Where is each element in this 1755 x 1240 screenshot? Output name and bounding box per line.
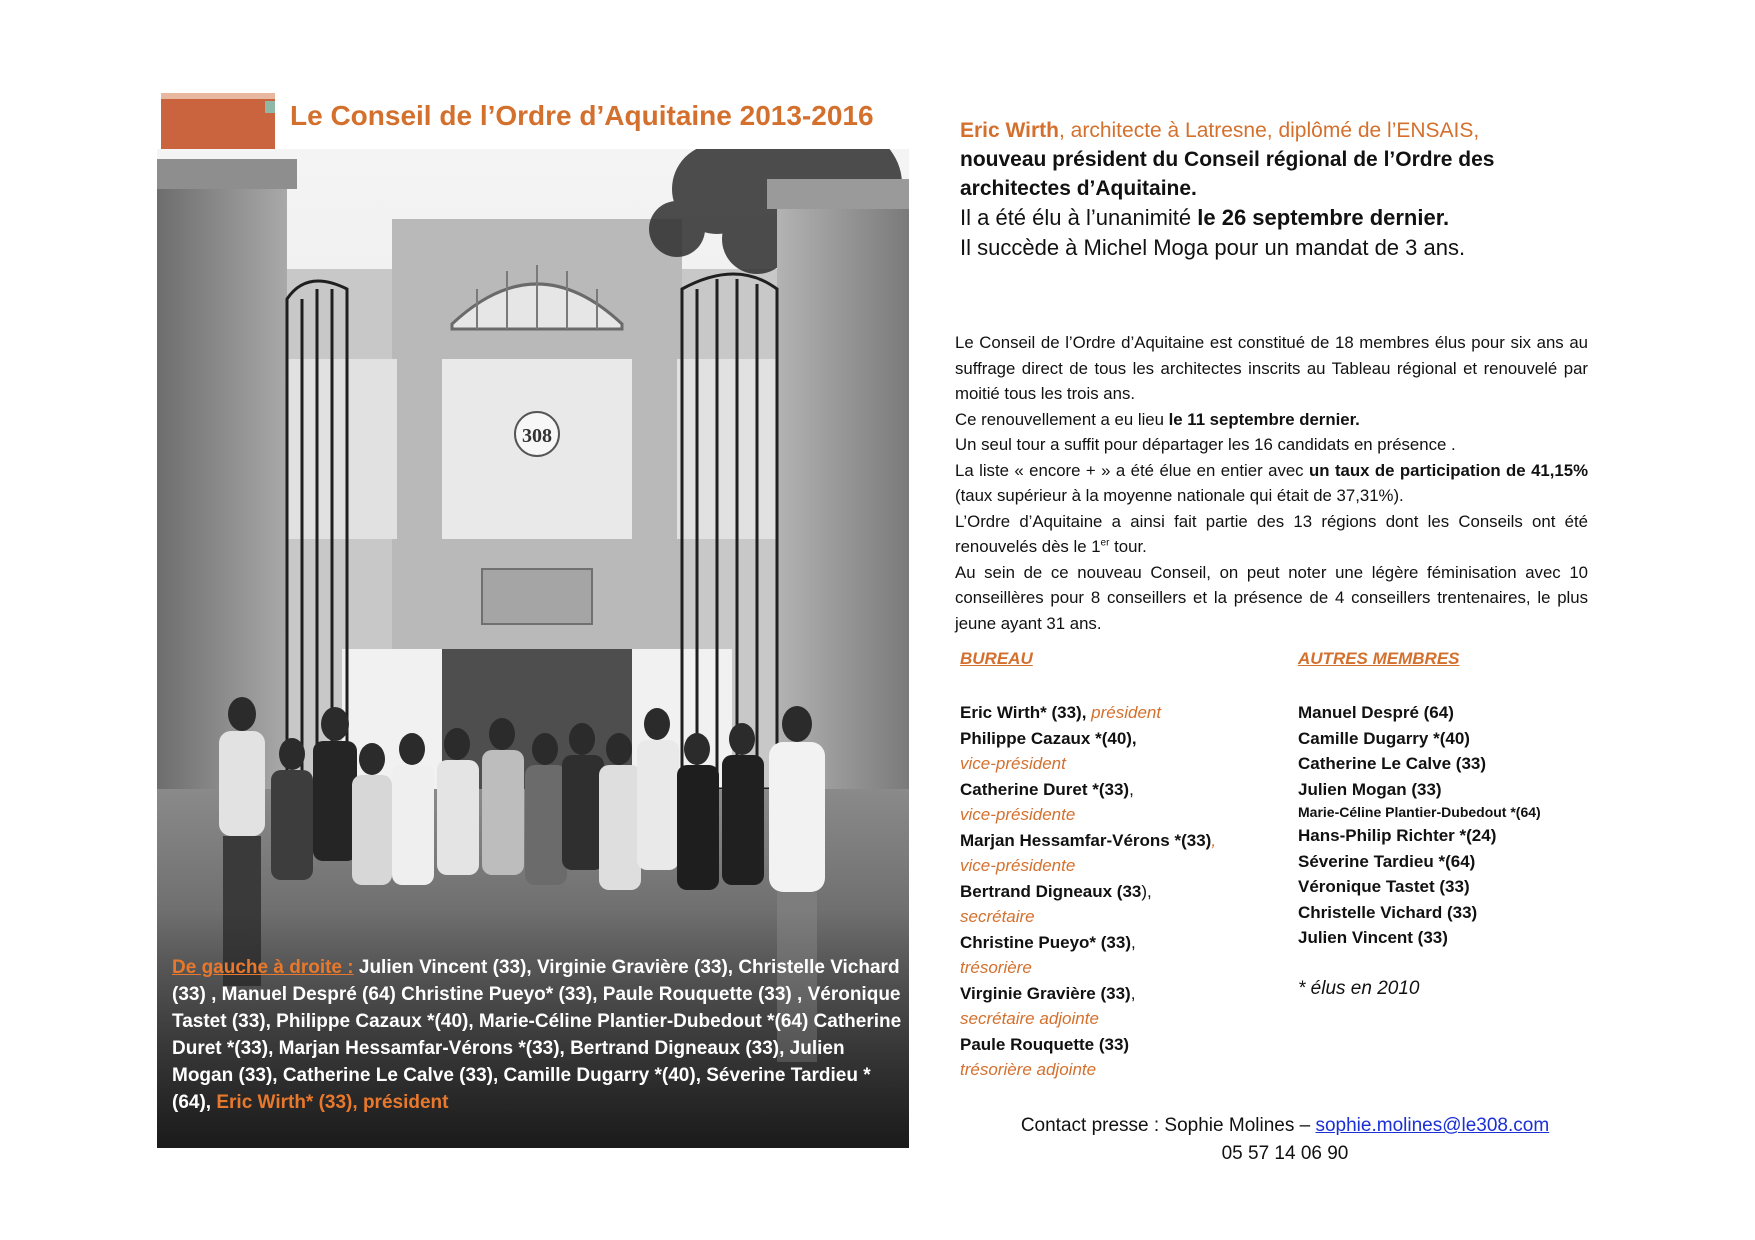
bureau-member-name: Christine Pueyo* (33) <box>960 932 1131 952</box>
other-member: Julien Vincent (33) <box>1298 928 1448 947</box>
election-date: le 26 septembre dernier. <box>1197 205 1450 230</box>
body-p4b: un taux de participation de 41,15% <box>1309 460 1588 480</box>
body-p5b: tour. <box>1109 537 1147 556</box>
bureau-member-name: Philippe Cazaux *(40), <box>960 728 1137 748</box>
contact-phone: 05 57 14 06 90 <box>1221 1143 1349 1164</box>
bureau-member-name: Eric Wirth* (33), <box>960 703 1092 722</box>
caption-text: Julien Vincent (33), Virginie Gravière (33), Christelle Vichard (33) , Manuel Despré (64) Christine Pueyo* (33), Paule Rouquette (33) , Véronique Tastet (33), Philippe Cazaux *(40), Marie-Céline Plantier-Dubedout *(64) Catherine Duret *(33), Marjan Hessamfar-Vérons *(33), Bertrand Digneaux (33), Julien Mogan (33), Catherine Le Calve (33), Camille Dugarry *(40), Séverine Tardieu *(64), <box>172 957 902 1113</box>
other-member: Julien Mogan (33) <box>1298 779 1442 799</box>
bureau-member-suffix: ), <box>1141 881 1152 901</box>
door-number: 308 <box>522 425 552 447</box>
body-p4c: (taux supérieur à la moyenne nationale qui était de 37,31%). <box>955 486 1404 505</box>
other-member: Camille Dugarry *(40) <box>1298 728 1470 748</box>
elected-2010-note: * élus en 2010 <box>1298 977 1420 999</box>
bureau-member-name: Bertrand Digneaux (33 <box>960 881 1142 901</box>
bureau-list <box>960 700 1260 1083</box>
body-p2b: le 11 septembre dernier. <box>1168 409 1360 429</box>
contact-label: Contact presse : Sophie Molines – <box>1020 1115 1316 1136</box>
bureau-member-suffix: , <box>1211 830 1217 850</box>
body-p4a: La liste « encore + » a été élue en entier avec <box>955 460 1310 480</box>
caption-lead: De gauche à droite : <box>172 957 354 978</box>
other-member: Hans-Philip Richter *(24) <box>1298 826 1497 845</box>
bureau-member-name: Marjan Hessamfar-Vérons *(33) <box>960 830 1212 850</box>
succession-text: Il succède à Michel Moga pour un mandat de 3 ans. <box>960 235 1466 260</box>
other-member: Véronique Tastet (33) <box>1298 877 1470 896</box>
other-member: Séverine Tardieu *(64) <box>1298 851 1476 871</box>
bureau-member-role: vice-président <box>960 754 1066 773</box>
bureau-member-role: vice-présidente <box>960 856 1076 875</box>
contact-email-link[interactable]: sophie.molines@le308.com <box>1315 1115 1550 1136</box>
headline-title: nouveau président du Conseil régional de l’Ordre des architectes d’Aquitaine. <box>960 148 1495 200</box>
bureau-member-role: vice-présidente <box>960 805 1076 824</box>
president-name: Eric Wirth <box>960 119 1059 142</box>
bureau-member-name: Virginie Gravière (33) <box>960 983 1131 1003</box>
president-description: , architecte à Latresne, diplômé de l’ENSAIS, <box>1059 119 1480 142</box>
election-text: Il a été élu à l’unanimité <box>960 205 1198 230</box>
headline <box>960 116 1600 263</box>
press-contact <box>985 1112 1585 1168</box>
bureau-heading: BUREAU <box>960 649 1033 668</box>
body-p5a: L’Ordre d’Aquitaine a ainsi fait partie des 13 régions dont les Conseils ont été renouvelés dès le 1 <box>955 511 1588 556</box>
body-text <box>955 330 1588 636</box>
bureau-member-role: trésorière adjointe <box>960 1060 1097 1079</box>
bureau-member-name: Catherine Duret *(33) <box>960 779 1130 799</box>
bureau-member-role: secrétaire adjointe <box>960 1009 1099 1028</box>
body-p5sup: er <box>1100 537 1110 549</box>
bureau-member-role: secrétaire <box>960 907 1035 926</box>
body-p3: Un seul tour a suffit pour départager les 16 candidats en présence . <box>955 435 1456 454</box>
others-list <box>1298 700 1598 1001</box>
body-p6: Au sein de ce nouveau Conseil, on peut noter une légère féminisation avec 10 conseillères pour 8 conseillers et la présence de 4 conseillers trentenaires, le plus jeune ayant 31 ans. <box>955 562 1588 633</box>
bureau-member-role: président <box>1091 703 1162 722</box>
bureau-member-suffix: , <box>1129 779 1134 799</box>
bureau-member-name: Paule Rouquette (33) <box>960 1034 1130 1054</box>
body-p1: Le Conseil de l’Ordre d’Aquitaine est constitué de 18 membres élus pour six ans au suffrage direct de tous les architectes inscrits au Tableau régional et renouvelé par moitié tous les trois ans. <box>955 333 1588 403</box>
bureau-member-suffix: , <box>1131 932 1136 952</box>
other-member: Marie-Céline Plantier-Dubedout *(64) <box>1298 804 1541 820</box>
bureau-member-suffix: , <box>1130 983 1136 1003</box>
body-p2a: Ce renouvellement a eu lieu <box>955 409 1169 429</box>
other-member: Catherine Le Calve (33) <box>1298 754 1487 773</box>
bureau-member-role: trésorière <box>960 958 1032 977</box>
page-title: Le Conseil de l’Ordre d’Aquitaine 2013-2016 <box>290 100 874 131</box>
other-member: Christelle Vichard (33) <box>1298 902 1478 922</box>
caption-president: Eric Wirth* (33), président <box>211 1092 449 1113</box>
others-heading: AUTRES MEMBRES <box>1298 649 1460 668</box>
other-member: Manuel Despré (64) <box>1298 703 1454 722</box>
photo-caption <box>172 954 902 1116</box>
